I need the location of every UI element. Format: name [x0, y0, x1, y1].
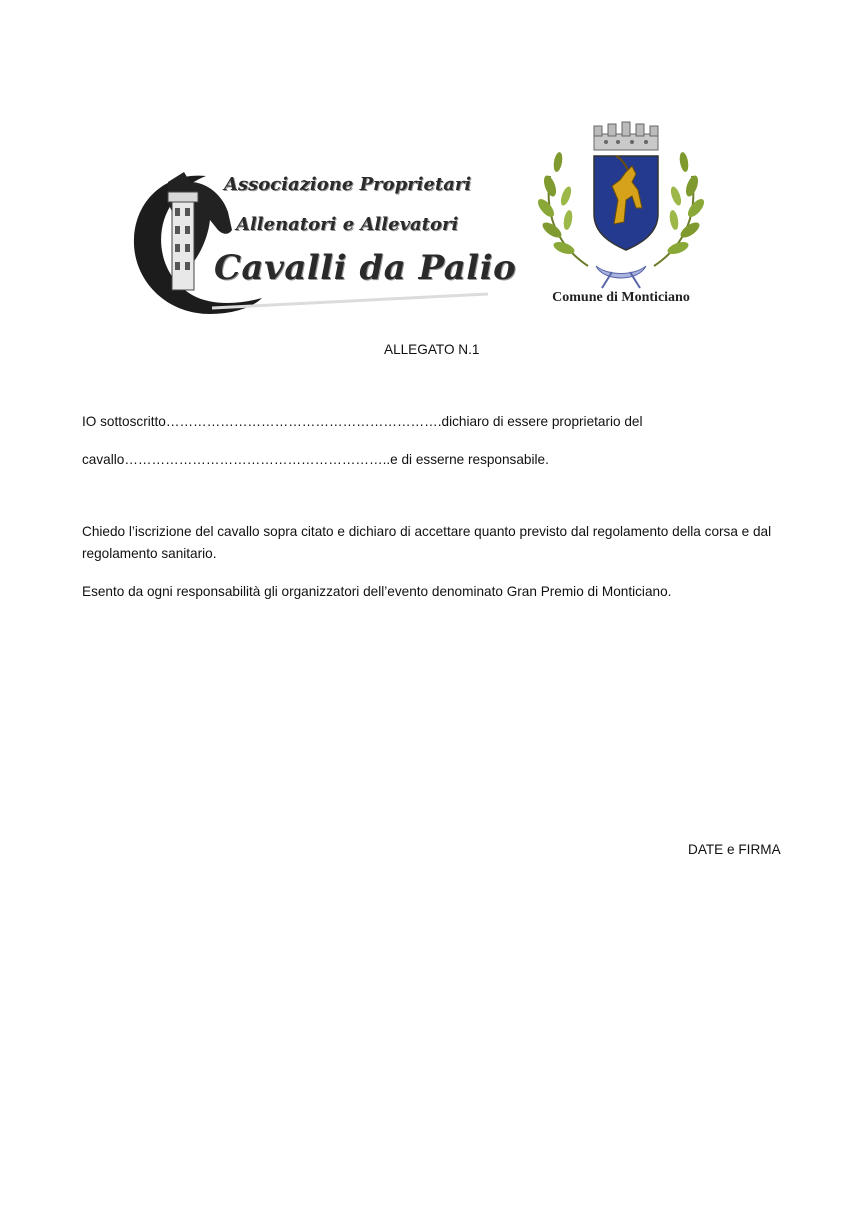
- exemption-paragraph: Esento da ogni responsabilità gli organizzatori dell’evento denominato Gran Premio di Monticiano.: [82, 584, 672, 599]
- declaration-line-horse: cavallo…………………………………………………..e di esserne responsabile.: [82, 452, 549, 467]
- comune-coat-of-arms: [528, 116, 714, 312]
- signature-label: DATE e FIRMA: [688, 842, 781, 857]
- request-paragraph: Chiedo l’iscrizione del cavallo sopra citato e dichiaro di accettare quanto previsto dal regolamento della corsa e dal regolamento sanitario.: [82, 524, 772, 561]
- association-name-line1: Associazione Proprietari: [224, 174, 472, 195]
- association-name-line2: Allenatori e Allevatori: [236, 214, 459, 235]
- attachment-title: ALLEGATO N.1: [384, 342, 480, 357]
- association-logo: [128, 168, 517, 320]
- association-name-line3: Cavalli da Palio: [214, 248, 517, 288]
- declaration-line-owner: IO sottoscritto…………………………………………………….dichiaro di essere proprietario del: [82, 414, 643, 429]
- coat-of-arms-icon: [528, 116, 714, 292]
- comune-name: Comune di Monticiano: [552, 290, 690, 305]
